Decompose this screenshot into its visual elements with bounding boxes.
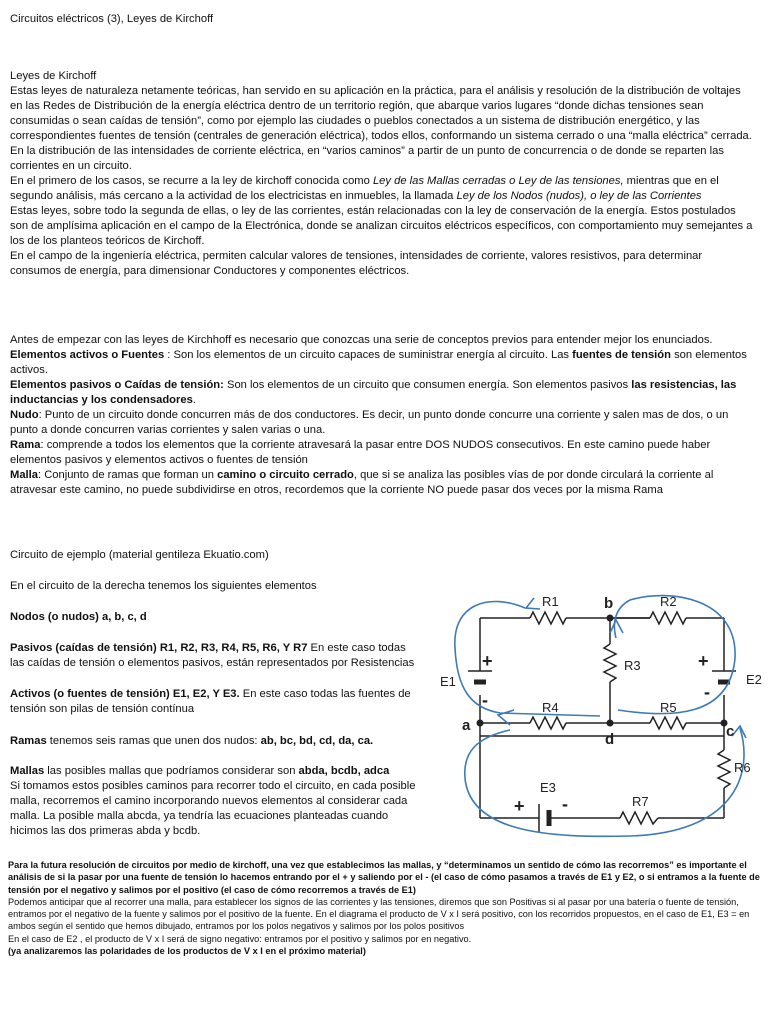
label-r3: R3 [624, 658, 641, 673]
ley-mallas-emphasis: Ley de las Mallas cerradas o Ley de las tensiones, [372, 175, 624, 187]
kirchoff-heading: Leyes de Kirchoff [10, 70, 97, 82]
label-e3: E3 [540, 780, 556, 795]
e2-plus-sign: + [698, 651, 709, 671]
example-nodos: Nodos (o nudos) a, b, c, d [10, 611, 147, 623]
arrow-head-abda [526, 598, 540, 609]
resistor-r1 [530, 612, 566, 624]
label-node-c: c [726, 723, 735, 740]
label-e2: E2 [746, 672, 762, 687]
example-pasivos: Pasivos (caídas de tensión) R1, R2, R3, R4, R5, R6, Y R7 En este caso todas las caídas de tensión o elementos pasivos, están representados por Resistencias [10, 642, 415, 669]
resistor-r4 [530, 717, 566, 729]
resistor-r6 [718, 750, 730, 788]
label-node-a: a [462, 717, 471, 734]
resistor-r3 [604, 644, 616, 682]
label-r7: R7 [632, 794, 649, 809]
document-title: Circuitos eléctricos (3), Leyes de Kirchoff [10, 13, 214, 25]
kirchoff-section [10, 84, 756, 279]
notes-section [8, 859, 760, 957]
label-node-b: b [604, 595, 614, 612]
e1-plus-sign: + [482, 651, 493, 671]
note-bold-1: Para la futura resolución de circuitos por medio de kirchoff, una vez que establecimos las mallas, y “determinamos un sentido de cómo las recorremos” es importante el análisis de si la pasar por una fuente de tensión lo hacemos entrando por el + y saliendo por el - (el caso de cómo pasamos a través de E1 y E2, o si entramos a la fuente de tensión por el negativo y salimos por el positivo (el caso de cómo recorremos a través de E1) [8, 860, 760, 895]
node-d [607, 720, 614, 727]
e3-minus-sign: - [562, 794, 568, 814]
paragraph: Estas leyes, sobre todo la segunda de ellas, o ley de las corrientes, están relacionadas con la ley de conservación de la energía. Estos postulados son de amplísima aplicación en el campo de la Electrónica, donde se analizan circuitos eléctricos específicos, con comportamiento muy semejantes a los de los planteos teóricos de Kirchoff. [10, 205, 753, 247]
label-r1: R1 [542, 594, 559, 609]
mesh-loops [455, 596, 746, 837]
node-b [607, 615, 614, 622]
paragraph: En el primero de los casos, se recurre a la ley de kirchoff conocida como Ley de las Mallas cerradas o Ley de las tensiones, mientras que en el segundo análisis, más cercano a la actividad de los electricistas en inmuebles, la llamada Ley de los Nodos (nudos), o ley de las Corrientes [10, 175, 719, 202]
definition-pasivos: Elementos pasivos o Caídas de tensión: Son los elementos de un circuito que consumen energía. Son elementos pasivos las resistencias, las inductancias y los condensadores. [10, 379, 737, 406]
loop-bcdb [614, 596, 735, 714]
battery-e1 [468, 671, 492, 682]
label-r5: R5 [660, 700, 677, 715]
example-mallas: Mallas las posibles mallas que podríamos considerar son abda, bcdb, adca Si tomamos estos posibles caminos para recorrer todo el circuito, en cada posible malla, recorremos el camino incorporando nuevos elementos al considerar cada malla. La posible malla abcda, ya tendría las ecuaciones planteadas cuando hicimos las dos primeras abda y bcdb. [10, 764, 422, 839]
example-ramas: Ramas tenemos seis ramas que unen dos nudos: ab, bc, bd, cd, da, ca. [10, 735, 374, 747]
paragraph: Estas leyes de naturaleza netamente teóricas, han servido en su aplicación en la práctica, para el análisis y resolución de la distribución de voltajes en las Redes de Distribución de la energía eléctrica dentro de un territorio región, que abarque varios lugares “donde dichas tensiones sean consumidas o sean caídas de tensión”, como por ejemplo las ciudades o pueblos conectados a un sistema de distribución energético, y las correspondientes fuentes de tensión (centrales de generación eléctrica), todos ellos, conformando un sistema cerrado o una “malla eléctrica” cerrada. [10, 85, 752, 142]
label-e1: E1 [440, 674, 456, 689]
label-node-d: d [605, 731, 615, 748]
concepts-section [10, 333, 756, 498]
node-a [477, 720, 484, 727]
paragraph: En el campo de la ingeniería eléctrica, permiten calcular valores de tensiones, intensidades de corriente, valores resistivos, para determinar consumos de energía, para dimensionar Conductores y componentes eléctricos. [10, 250, 703, 277]
e3-plus-sign: + [514, 796, 525, 816]
paragraph: En la distribución de las intensidades de corriente eléctrica, en “varios caminos” a partir de un punto de concurrencia o de donde se reparten las corrientes en un circuito. [10, 145, 724, 172]
label-r4: R4 [542, 700, 559, 715]
arrow-head-bcdb [610, 620, 623, 633]
circuit-diagram [430, 578, 766, 840]
circuit-wires [480, 618, 724, 818]
battery-e3 [539, 804, 549, 832]
note-2: Podemos anticipar que al recorrer una malla, para establecer los signos de las corrientes y las tensiones, diremos que son Positivas si al pasar por una batería o fuente de tensión, entramos por el negativo de la fuente y salimos por el positivo de la fuente. En el diagrama el producto de V x I será positivo, con los recorridos propuestos, en el caso de E1, E3 = en ambos según el sentido que hemos dibujado, entramos por los polos negativos y salimos por los polos positivos [8, 896, 750, 932]
resistor-r7 [620, 812, 658, 824]
example-activos: Activos (o fuentes de tensión) E1, E2, Y E3. En este caso todas las fuentes de tensión son pilas de tensión contínua [10, 688, 411, 715]
note-3: En el caso de E2 , el producto de V x I será de signo negativo: entramos por el positivo y salimos por en negativo. [8, 933, 472, 944]
concepts-intro: Antes de empezar con las leyes de Kirchhoff es necesario que conozcas una serie de conceptos previos para entender mejor los enunciados. [10, 334, 713, 346]
resistor-r5 [650, 717, 686, 729]
label-r2: R2 [660, 594, 677, 609]
example-heading: Circuito de ejemplo (material gentileza Ekuatio.com) [10, 549, 269, 561]
e2-minus-sign: - [704, 682, 710, 702]
example-intro: En el circuito de la derecha tenemos los siguientes elementos [10, 580, 317, 592]
mallas-explanation: Si tomamos estos posibles caminos para recorrer todo el circuito, en cada posible malla, recorremos el camino incorporando nuevos elementos al considerar cada malla. La posible malla abcda, ya tendría las ecuaciones planteadas cuando hicimos las dos primeras abda y bcdb. [10, 780, 416, 837]
e1-minus-sign: - [482, 690, 488, 710]
definition-nudo: Nudo: Punto de un circuito donde concurren más de dos conductores. Es decir, un punto donde concurre una corriente y salen mas de dos, o un punto a donde concurren varias corrientes y salen varias o una. [10, 409, 729, 436]
definition-malla: Malla: Conjunto de ramas que forman un camino o circuito cerrado, que si se analiza las posibles vías de por donde circulará la corriente al atravesar este camino, no puede subdividirse en otros, recordemos que la corriente NO puede pasar dos veces por la misma Rama [10, 469, 714, 496]
note-bold-4: (ya analizaremos las polaridades de los productos de V x I en el próximo material) [8, 946, 366, 957]
label-r6: R6 [734, 760, 751, 775]
resistor-r2 [650, 612, 686, 624]
definition-activos: Elementos activos o Fuentes : Son los elementos de un circuito capaces de suministrar energía al circuito. Las fuentes de tensión son elementos activos. [10, 349, 747, 376]
ley-nodos-emphasis: Ley de los Nodos (nudos), o ley de las Corrientes [456, 190, 702, 202]
definition-rama: Rama: comprende a todos los elementos que la corriente atravesará la pasar entre DOS NUDOS consecutivos. En este camino puede haber elementos pasivos y elementos activos o fuentes de tensión [10, 439, 711, 466]
